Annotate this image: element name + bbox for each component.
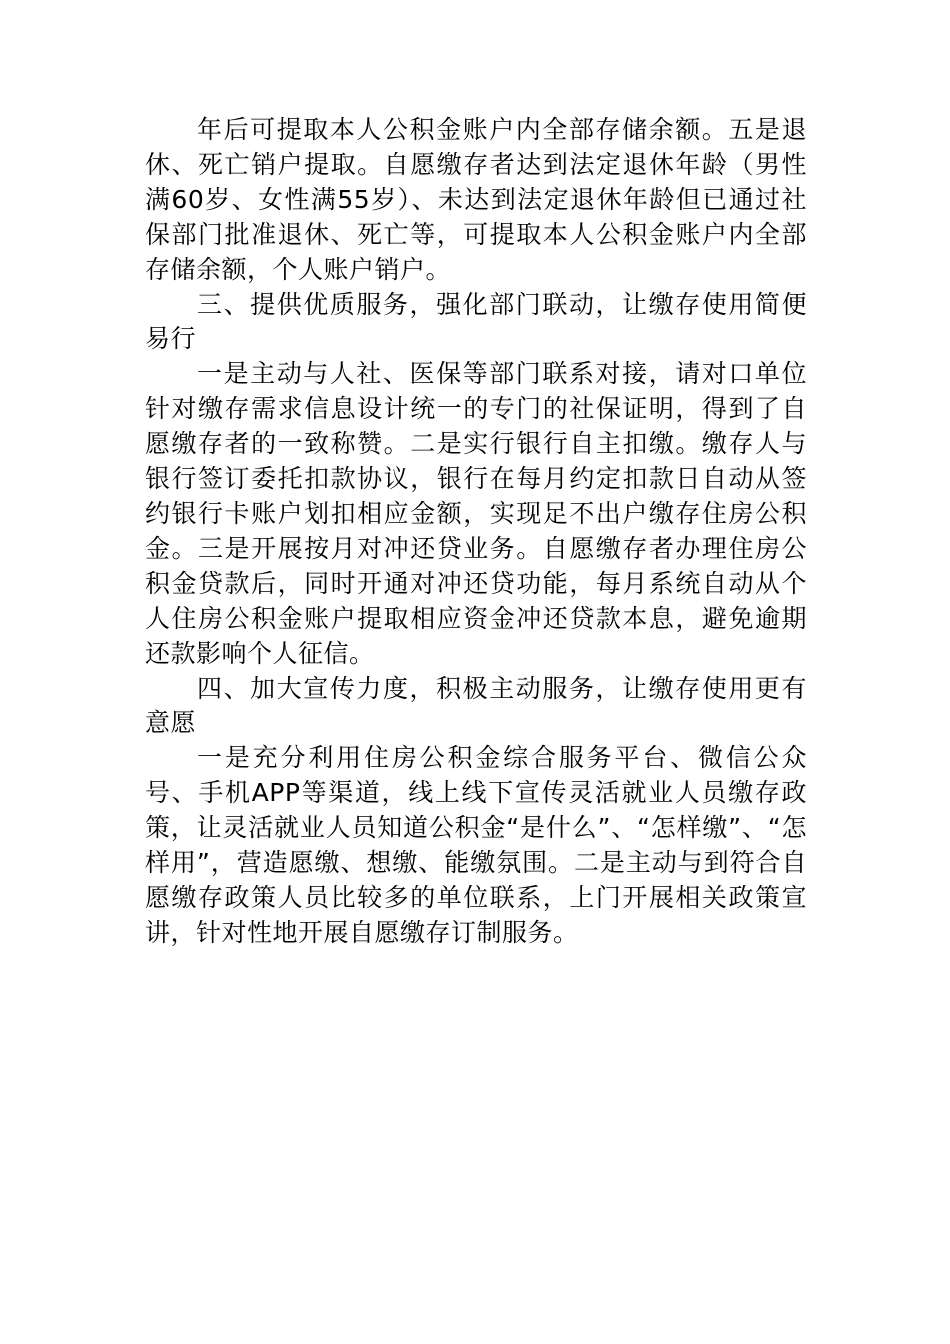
paragraph-service: 一是主动与人社、医保等部门联系对接，请对口单位针对缴存需求信息设计统一的专门的社保证明，得到了自愿缴存者的一致称赞。二是实行银行自主扣缴。缴存人与银行签订委托扣款协议，银行在每月约定扣款日自动从签约银行卡账户划扣相应金额，实现足不出户缴存住房公积金。三是开展按月对冲还贷业务。自愿缴存者办理住房公积金贷款后，同时开通对冲还贷功能，每月系统自动从个人住房公积金账户提取相应资金冲还贷款本息，避免逾期还款影响个人征信。 [145,359,807,668]
paragraph-promotion: 一是充分利用住房公积金综合服务平台、微信公众号、手机APP等渠道，线上线下宣传灵活就业人员缴存政策，让灵活就业人员知道公积金“是什么”、“怎样缴”、“怎样用”，营造愿缴、想缴、能缴氛围。二是主动与到符合自愿缴存政策人员比较多的单位联系，上门开展相关政策宣讲，针对性地开展自愿缴存订制服务。 [145,743,807,947]
document-body [145,113,807,951]
section-heading-three: 三、提供优质服务，强化部门联动，让缴存使用简便易行 [145,289,807,354]
section-heading-four: 四、加大宣传力度，积极主动服务，让缴存使用更有意愿 [145,673,807,738]
paragraph-withdrawal: 年后可提取本人公积金账户内全部存储余额。五是退休、死亡销户提取。自愿缴存者达到法定退休年龄（男性满60岁、女性满55岁）、未达到法定退休年龄但已通过社保部门批准退休、死亡等，可提取本人公积金账户内全部存储余额，个人账户销户。 [145,115,807,284]
